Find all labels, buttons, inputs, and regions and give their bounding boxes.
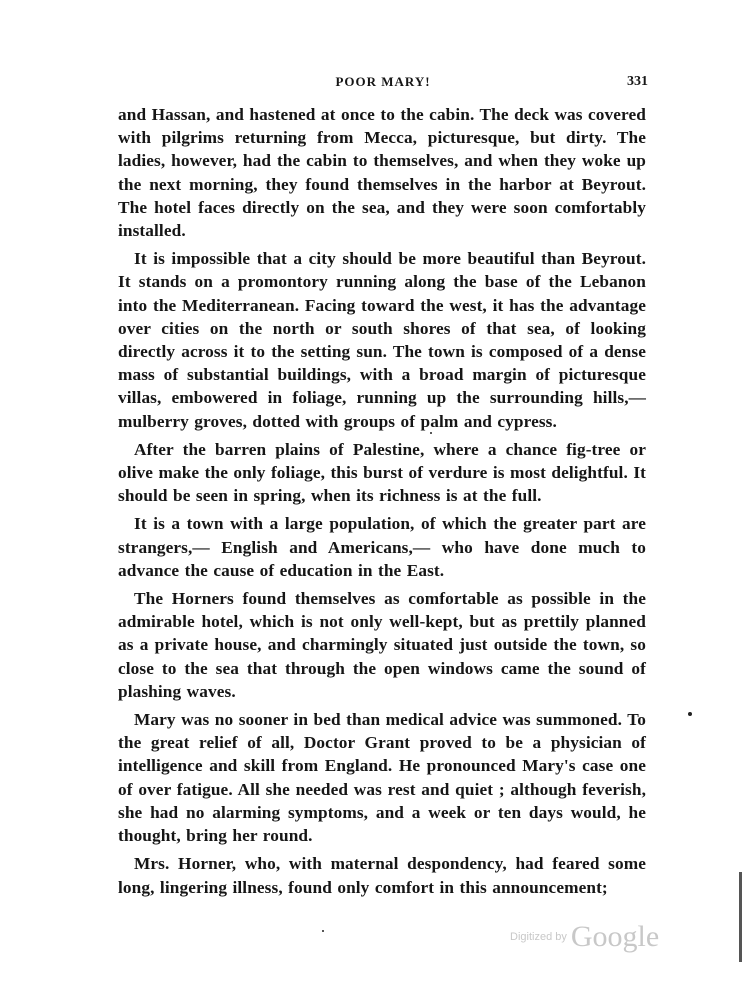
- paragraph: It is a town with a large population, of which the greater part are strangers,— English and Americans,— who have done much to advance the cause of education in the East.: [118, 514, 646, 580]
- running-head: POOR MARY!: [335, 74, 431, 89]
- body-text: [118, 103, 646, 904]
- paragraph: Mary was no sooner in bed than medical advice was summoned. To the great relief of all, Doctor Grant proved to be a physician of intelligence and skill from England. He pronounced Mary's case one of over fatigue. All she needed was rest and quiet ; although feverish, she had no alarming symptoms, and a week or ten days would, he thought, bring her round.: [118, 710, 646, 846]
- watermark-prefix: Digitized by: [510, 931, 567, 943]
- watermark-brand: Google: [570, 920, 660, 953]
- paragraph: It is impossible that a city should be more beautiful than Beyrout. It stands on a promontory running along the base of the Lebanon into the Mediterranean. Facing toward the west, it has the advantage over cities on the north or south shores of that sea, of looking directly across it to the setting sun. The town is composed of a dense mass of substantial buildings, with a broad margin of picturesque villas, embowered in foliage, running up the surrounding hills,— mulberry groves, dotted with groups of palm and cypress.: [118, 249, 646, 431]
- scan-speck: [430, 432, 432, 434]
- page-number: 331: [627, 74, 648, 89]
- paragraph: After the barren plains of Palestine, where a chance fig-tree or olive make the only foliage, this burst of verdure is most delightful. It should be seen in spring, when its richness is at the full.: [118, 439, 646, 506]
- paragraph: and Hassan, and hastened at once to the cabin. The deck was covered with pilgrims returning from Mecca, picturesque, but dirty. The ladies, however, had the cabin to themselves, and when they woke up the next morning, they found themselves in the harbor at Beyrout. The hotel faces directly on the sea, and they were soon comfortably installed.: [118, 105, 646, 241]
- scan-speck: [688, 712, 692, 716]
- page-header: [118, 74, 648, 96]
- paragraph: The Horners found themselves as comfortable as possible in the admirable hotel, which is not only well-kept, but as prettily planned as a private house, and charmingly situated just outside the town, so close to the sea that through the open windows came the sound of plashing waves.: [118, 589, 646, 701]
- digitized-watermark: [510, 920, 670, 960]
- paragraph: Mrs. Horner, who, with maternal despondency, had feared some long, lingering illness, found only comfort in this announcement;: [118, 854, 646, 897]
- scan-speck: [322, 930, 324, 932]
